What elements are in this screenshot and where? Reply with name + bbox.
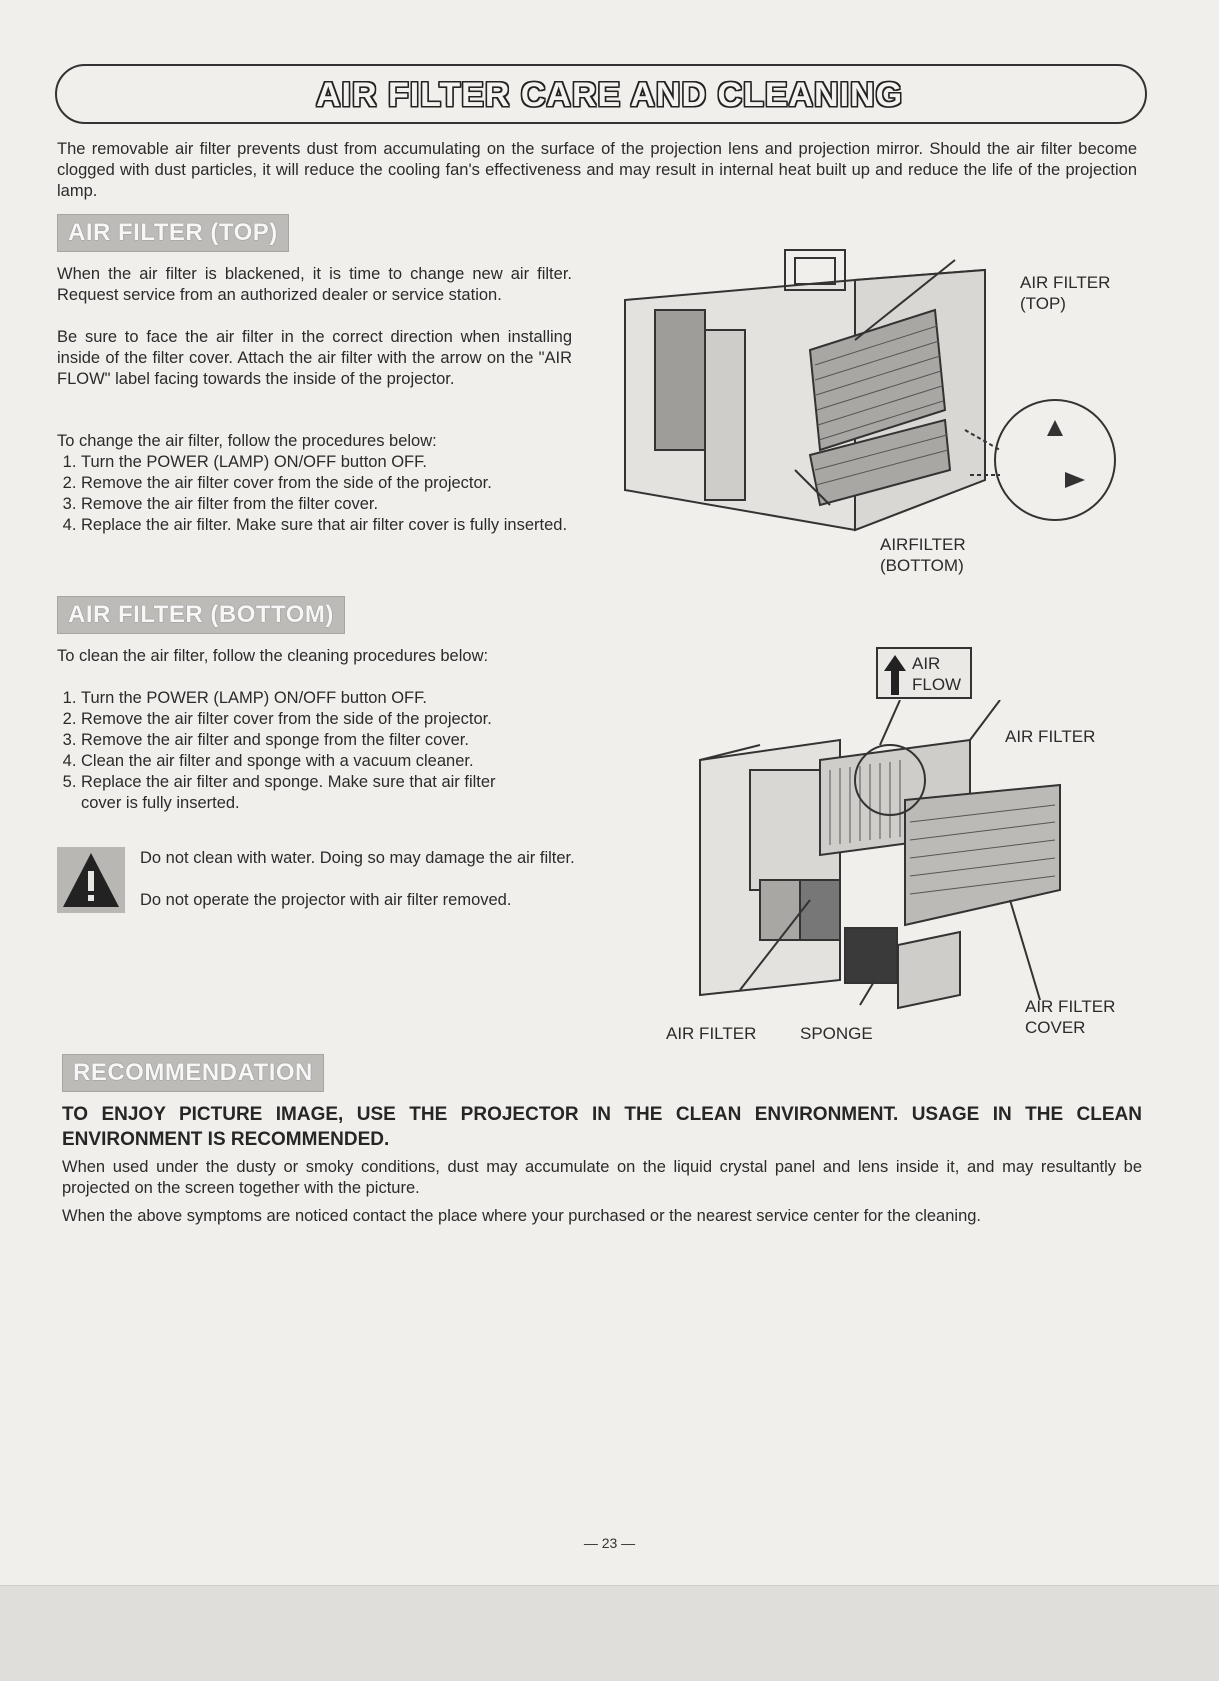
top-steps [57,452,572,536]
list-item: 5. Replace the air filter and sponge. Make sure that air filter cover is fully inserted. [81,772,527,814]
airflow-text-1: AIR [912,654,941,673]
warning-text-1: Do not clean with water. Doing so may damage the air filter. [140,849,575,867]
list-item: 2. Remove the air filter cover from the side of the projector. [81,709,527,730]
top-para-1: When the air filter is blackened, it is time to change new air filter. Request service from an authorized dealer or service station. [57,265,572,304]
warning-text-2: Do not operate the projector with air filter removed. [140,891,512,909]
label-air-filter-cover-1: AIR FILTER [1025,997,1116,1016]
label-air-filter-left: AIR FILTER [666,1024,757,1043]
list-item: 1. Turn the POWER (LAMP) ON/OFF button OFF. [81,452,572,473]
list-item: 4. Clean the air filter and sponge with a vacuum cleaner. [81,751,527,772]
section-heading-recommendation: RECOMMENDATION [62,1054,324,1092]
top-para-2: Be sure to face the air filter in the correct direction when installing inside of the filter cover. Attach the air filter with the arrow on the "AIR FLOW" label facing towards the inside of the projector. [57,328,572,388]
top-para-3: To change the air filter, follow the procedures below: [57,432,437,450]
list-item: 2. Remove the air filter cover from the side of the projector. [81,473,572,494]
scan-bottom-margin [0,1585,1219,1681]
airflow-text-2: FLOW [912,675,962,694]
bottom-steps [57,688,527,814]
intro-paragraph: The removable air filter prevents dust from accumulating on the surface of the projection lens and projection mirror. Should the air filter become clogged with dust particles, it will reduce the cooling fan's effectiveness and may result in internal heat built up and reduce the life of the projection lamp. [57,140,1137,200]
recommendation-para-2: When the above symptoms are noticed contact the place where your purchased or the nearest service center for the cleaning. [62,1207,982,1225]
label-air-filter-top-2: (TOP) [1020,294,1066,313]
label-air-filter-top-1: AIR FILTER [1020,273,1111,292]
warning-icon [57,847,125,913]
list-item: 1. Turn the POWER (LAMP) ON/OFF button OFF. [81,688,527,709]
recommendation-bold: TO ENJOY PICTURE IMAGE, USE THE PROJECTOR IN THE CLEAN ENVIRONMENT. USAGE IN THE CLEAN ENVIRONMENT IS RECOMMENDED. [62,1104,1142,1150]
recommendation-para-1: When used under the dusty or smoky conditions, dust may accumulate on the liquid crystal panel and lens inside it, and may resultantly be projected on the screen together with the picture. [62,1158,1142,1197]
page-number: — 23 — [583,1535,636,1551]
list-item: 3. Remove the air filter from the filter cover. [81,494,572,515]
bottom-intro: To clean the air filter, follow the cleaning procedures below: [57,647,489,665]
label-air-filter-cover-2: COVER [1025,1018,1086,1037]
label-air-filter-bottom-1: AIRFILTER [880,535,966,554]
label-sponge: SPONGE [800,1024,873,1043]
label-air-filter-bottom-2: (BOTTOM) [880,556,964,575]
section-heading-air-filter-bottom: AIR FILTER (BOTTOM) [57,596,345,634]
page-title: AIR FILTER CARE AND CLEANING [315,76,904,114]
projector-bottom-filter-diagram [680,700,1080,1020]
label-air-filter: AIR FILTER [1005,727,1096,746]
arrow-up-icon [884,655,906,695]
section-heading-air-filter-top: AIR FILTER (TOP) [57,214,289,252]
airflow-label-box [876,647,972,699]
list-item: 3. Remove the air filter and sponge from the filter cover. [81,730,527,751]
list-item: 4. Replace the air filter. Make sure that air filter cover is fully inserted. [81,515,572,536]
